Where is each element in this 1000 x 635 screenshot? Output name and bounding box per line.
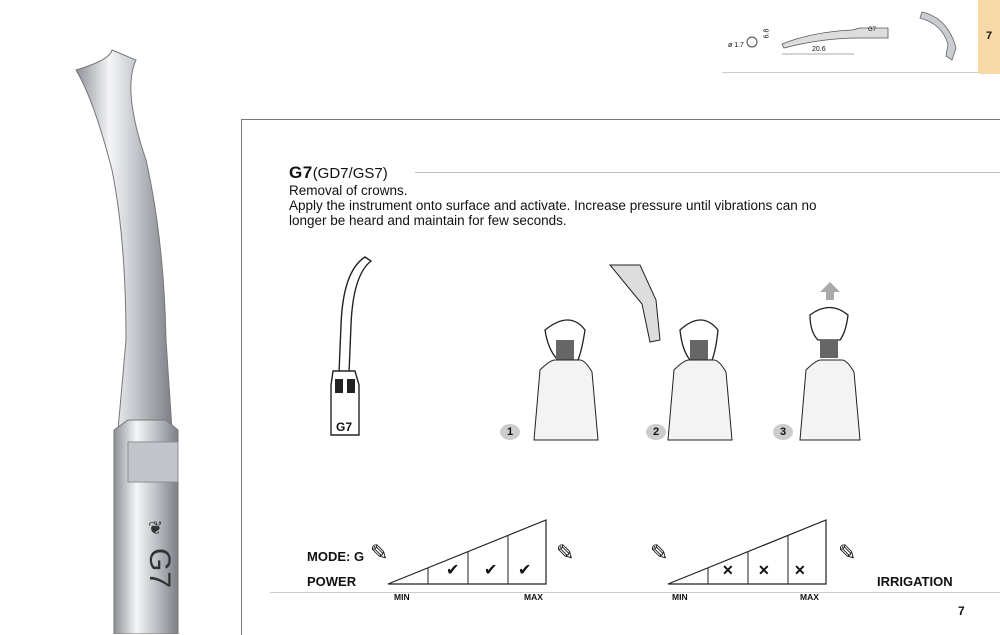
model-variants: (GD7/GS7) (312, 165, 388, 182)
dim-length: 20.6 (812, 46, 826, 53)
desc-line-3: longer be heard and maintain for few seconds. (289, 213, 567, 228)
page-tab (978, 0, 1000, 74)
model-name: G7 (289, 163, 313, 182)
mini-tip-side-view (918, 8, 968, 63)
step-3-badge: 3 (773, 424, 793, 440)
tool-drawing (325, 255, 375, 445)
mode-label: MODE: G (307, 549, 365, 564)
desc-line-1: Removal of crowns. (289, 183, 408, 198)
irrigation-max-label: MAX (800, 592, 819, 602)
title-divider (415, 172, 1000, 173)
handpiece-high-vibration-icon: ✎ (556, 540, 575, 565)
page-title (289, 163, 388, 183)
irrigation-cross-3: ✕ (794, 562, 806, 578)
mini-tip-label: G7 (868, 27, 877, 33)
description (289, 183, 969, 228)
power-min-label: MIN (394, 592, 410, 602)
handle-model-label: G7 (143, 548, 176, 589)
desc-line-2: Apply the instrument onto surface and activate. Increase pressure until vibrations can no (289, 198, 817, 213)
dim-height: 6.8 (763, 28, 771, 39)
power-max-label: MAX (524, 592, 543, 602)
irrigation-label: IRRIGATION (877, 574, 953, 589)
power-check-2: ✔ (484, 562, 498, 579)
irrigation-cross-1: ✕ (722, 562, 734, 578)
irrigation-cross-2: ✕ (758, 562, 770, 578)
power-label: POWER (307, 574, 357, 589)
irrigation-min-label: MIN (672, 592, 688, 602)
step-illustrations (490, 260, 880, 450)
step-2-badge: 2 (646, 424, 666, 440)
step-1-badge: 1 (500, 424, 520, 440)
handpiece-high-water-icon: ✎ (838, 540, 857, 565)
tool-label: G7 (336, 420, 353, 434)
page-number: 7 (958, 604, 965, 618)
power-check-1: ✔ (446, 562, 460, 579)
handle-logo-icon: ❦ (148, 518, 164, 538)
handpiece-low-water-icon: ✎ (650, 540, 669, 565)
mini-tip-drawing (742, 20, 892, 60)
dim-diameter: ø 1.7 (728, 42, 744, 49)
footer-divider (270, 592, 1000, 593)
power-check-3: ✔ (518, 562, 532, 579)
page-tab-number: 7 (985, 30, 993, 42)
scaler-tip-illustration (60, 40, 230, 634)
handpiece-low-vibration-icon: ✎ (370, 540, 389, 565)
